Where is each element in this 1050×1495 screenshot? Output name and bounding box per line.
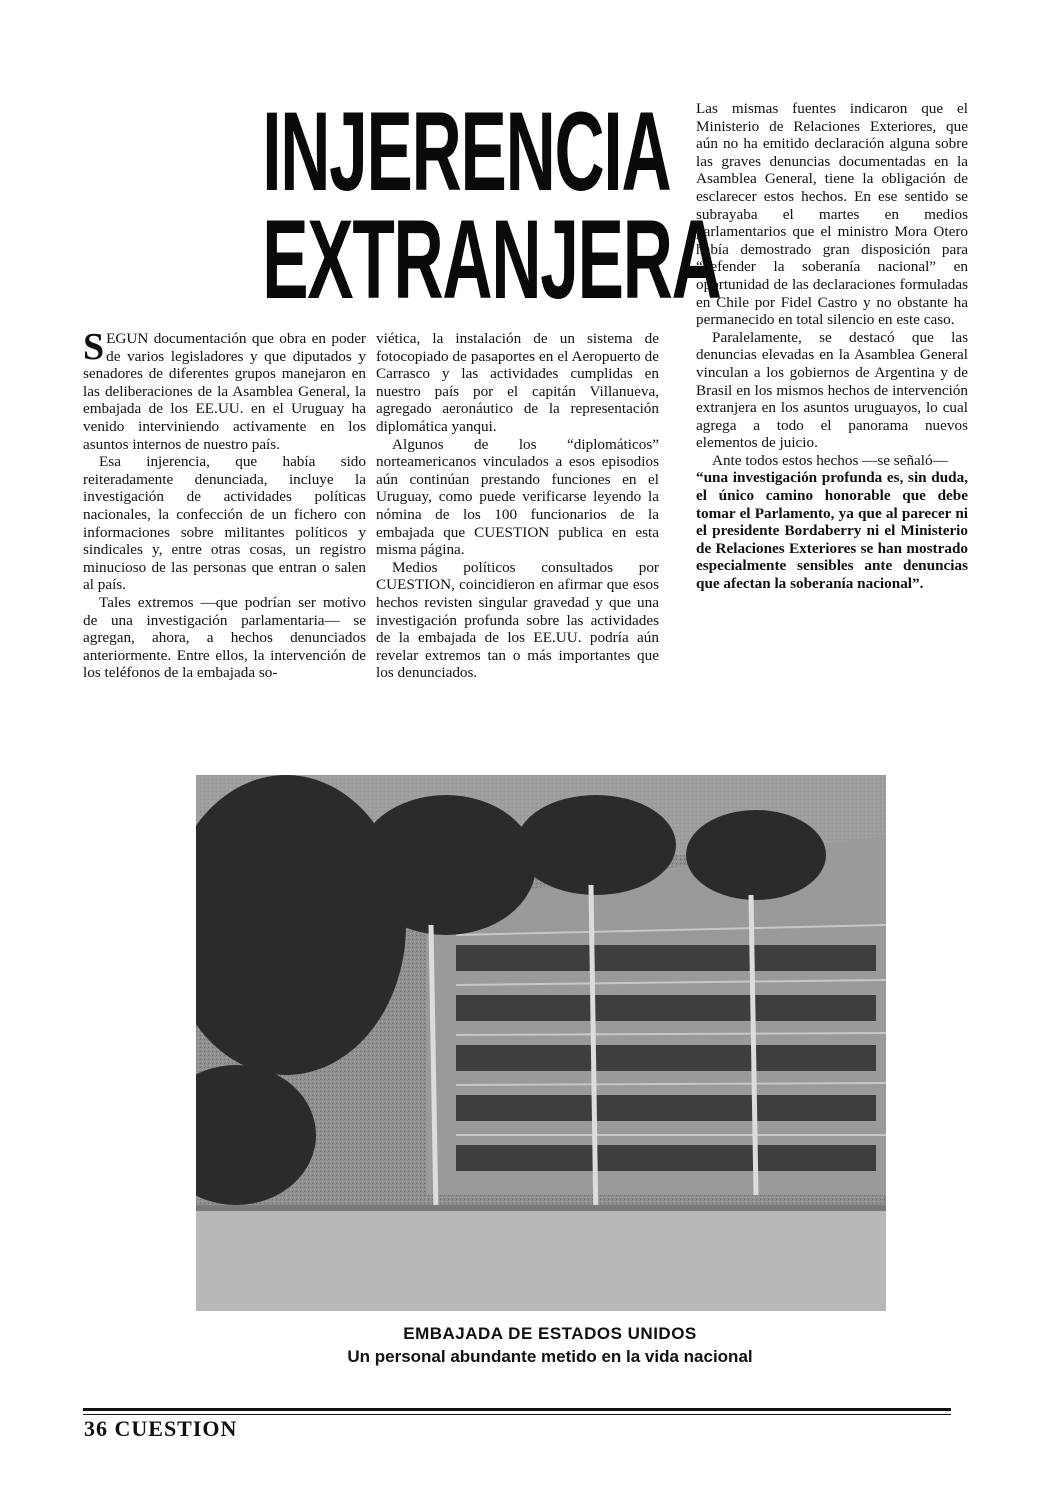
column3-paragraph-2: Paralelamente, se destacó que las denuncias elevadas en la Asamblea General vinculan a los gobiernos de Argentina y de Brasil en los mismos hechos de intervención extranjera en los asuntos uruguayos, lo cual agrega a todo el panorama nuevos elementos de juicio. xyxy=(696,328,968,452)
headline xyxy=(262,89,721,322)
column1-paragraph-3: Tales extremos —que podrían ser motivo de una investigación parlamentaria— se agregan, ahora, a hechos denunciados anteriormente. Entre ellos, la intervención de los teléfonos de la embajada so- xyxy=(83,593,366,682)
column3-paragraph-1: Las mismas fuentes indicaron que el Ministerio de Relaciones Exteriores, que aún no ha emitido declaración alguna sobre las graves denuncias documentadas en la Asamblea General, tiene la obligación de esclarecer estos hechos. En ese sentido se subrayaba el martes en medios parlamentarios que el ministro Mora Otero había demostrado gran disposición para “defender la soberanía nacional” en oportunidad de las declaraciones formuladas en Chile por Fidel Castro y no obstante ha permanecido en total silencio en este caso. xyxy=(696,100,968,329)
column2-paragraph-1: viética, la instalación de un sistema de fotocopiado de pasaportes en el Aeropuerto de Carrasco y las actividades cumplidas en nuestro país por el capitán Villanueva, agregado aeronáutico de la representación diplomática yanqui. xyxy=(376,330,659,435)
article-column-2 xyxy=(376,330,659,682)
headline-line-1: INJERENCIA xyxy=(262,89,671,214)
headline-line-2: EXTRANJERA xyxy=(262,197,721,322)
column2-paragraph-2: Algunos de los “diplomáticos” norteamericanos vinculados a esos episodios aún continúan prestando funciones en el Uruguay, como puede verificarse leyendo la nómina de los 100 funcionarios de la embajada que CUESTION publica en esta misma página. xyxy=(376,435,659,559)
photo-caption-title: EMBAJADA DE ESTADOS UNIDOS xyxy=(403,1324,697,1343)
article-column-3 xyxy=(696,100,968,593)
page-footer: 36 CUESTION xyxy=(84,1416,238,1441)
column3-bold-quote: “una investigación profunda es, sin duda, el único camino honorable que debe tomar el Parlamento, ya que al parecer ni el presidente Bordaberry ni el Ministerio de Relaciones Exteriores se han mostrado especialmente sensibles ante denuncias que afectan la soberanía nacional”. xyxy=(696,469,968,593)
column3-paragraph-3: Ante todos estos hechos —se señaló— xyxy=(712,451,948,469)
column1-paragraph-2: Esa injerencia, que había sido reiteradamente denunciada, incluye la investigación de actividades políticas nacionales, la confección de un fichero con informaciones sobre militantes políticos y sindicales y, entre otras cosas, un registro minucioso de las personas que entran o salen al país. xyxy=(83,453,366,594)
embassy-photo xyxy=(196,775,886,1311)
photo-caption-subtitle: Un personal abundante metido en la vida nacional xyxy=(347,1347,753,1366)
column1-paragraph-1-text: EGUN documentación que obra en poder de varios legisladores y que diputados y senadores de diferentes grupos manejaron en las deliberaciones de la Asamblea General, la embajada de los EE.UU. en el Uruguay ha venido interviniendo activamente en los asuntos internos de nuestro país. xyxy=(83,330,366,453)
article-column-1 xyxy=(83,326,366,682)
footer-rule-thin xyxy=(83,1414,951,1415)
drop-cap: S xyxy=(83,326,105,368)
embassy-photo-illustration xyxy=(196,775,886,1311)
column1-paragraph-1 xyxy=(83,326,366,453)
footer-rule xyxy=(83,1408,951,1411)
column2-paragraph-3: Medios políticos consultados por CUESTION, coincidieron en afirmar que esos hechos revisten singular gravedad y que una investigación profunda sobre las actividades de la embajada de los EE.UU. podría aún revelar extremos tan o más importantes que los denunciados. xyxy=(376,558,659,682)
